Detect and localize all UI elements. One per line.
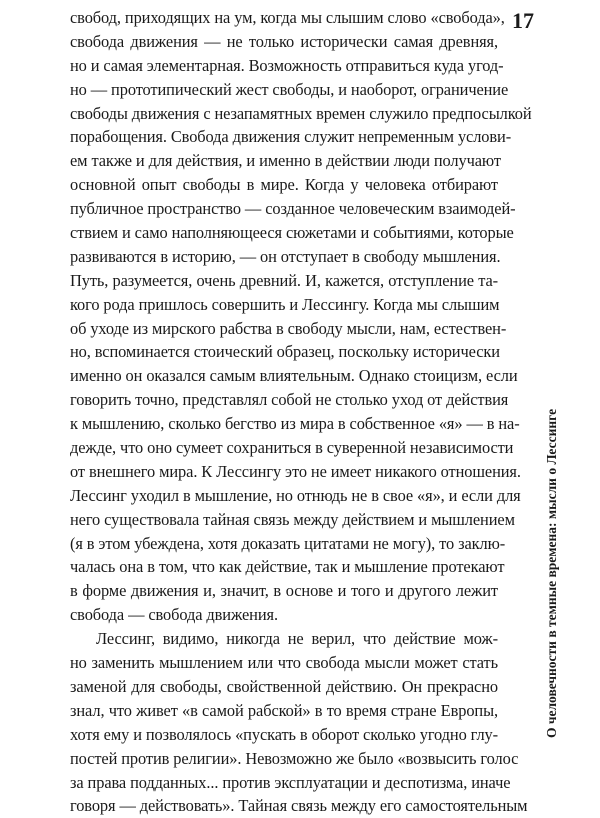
text-line: свобода движения — не только исторически самая древняя, [70, 31, 498, 51]
text-line: свободы движения с незапамятных времен служило предпосылкой [70, 103, 532, 123]
text-line: Лессинг уходил в мышление, но отнюдь не в свое «я», и если для [70, 485, 521, 505]
text-line: но и самая элементарная. Возможность отправиться куда угод- [70, 55, 504, 75]
text-line: свобод, приходящих на ум, когда мы слышим слово «свобода», [70, 8, 505, 27]
text-line: дежде, что оно сумеет сохраниться в суверенной независимости [70, 438, 514, 458]
text-line: Путь, разумеется, очень древний. И, кажется, отступление та- [70, 270, 498, 290]
page-number: 17 [512, 8, 534, 33]
text-line: (я в этом убеждена, хотя доказать цитатами не могу), то заклю- [70, 533, 506, 553]
text-line: за права подданных... против эксплуатации и деспотизма, иначе [70, 772, 511, 792]
text-line: развиваются в историю, — он отступает в свободу мышления. [70, 246, 501, 266]
side-running-title: О человечности в темные времена: мысли о Лессинге [544, 408, 559, 738]
text-line: говоря — действовать». Тайная связь между его самостоятельным [70, 796, 528, 816]
text-line: говорить точно, представлял собой не столько уход от действия [70, 390, 509, 410]
text-line: публичное пространство — созданное человеческим взаимодей- [70, 199, 516, 219]
text-line: ем также и для действия, и именно в действии люди получают [70, 151, 501, 171]
text-line: порабощения. Свобода движения служит непременным услови- [70, 127, 512, 147]
text-line: ствием и само наполняющееся сюжетами и событиями, которые [70, 223, 514, 243]
text-line: него существовала тайная связь между действием и мышлением [70, 509, 515, 529]
text-line: хотя ему и позволялось «пускать в оборот сколько угодно глу- [70, 724, 498, 744]
text-line: но заменить мышлением или что свобода мысли может стать [70, 653, 498, 673]
text-line: знал, что живет «в самой рабской» в то время стране Европы, [70, 700, 498, 720]
text-line: свобода — свобода движения. [70, 605, 278, 625]
text-line: от внешнего мира. К Лессингу это не имеет никакого отношения. [70, 461, 521, 481]
text-line: в форме движения и, значит, в основе и того и другого лежит [70, 581, 498, 601]
paragraph-2 [70, 627, 528, 818]
text-line: но, вспоминается стоический образец, поскольку исторически [70, 342, 500, 362]
text-line: чалась она в том, что как действие, так и мышление протекают [70, 557, 505, 577]
text-line: к мышлению, сколько бегство из мира в собственное «я» — в на- [70, 414, 520, 434]
text-line: кого рода пришлось совершить и Лессингу. Когда мы слышим [70, 294, 500, 314]
text-line: постей против религии». Невозможно же было «возвысить голос [70, 748, 519, 768]
text-line: об уходе из мирского рабства в свободу мысли, нам, естествен- [70, 318, 507, 338]
text-line: заменой для свободы, свойственной действию. Он прекрасно [70, 676, 498, 696]
text-line: основной опыт свободы в мире. Когда у человека отбирают [70, 175, 498, 195]
text-line: Лессинг, видимо, никогда не верил, что действие мож- [96, 629, 498, 649]
text-line: именно он оказался самым влиятельным. Однако стоицизм, если [70, 366, 518, 386]
text-line: но — прототипический жест свободы, и наоборот, ограничение [70, 79, 509, 99]
